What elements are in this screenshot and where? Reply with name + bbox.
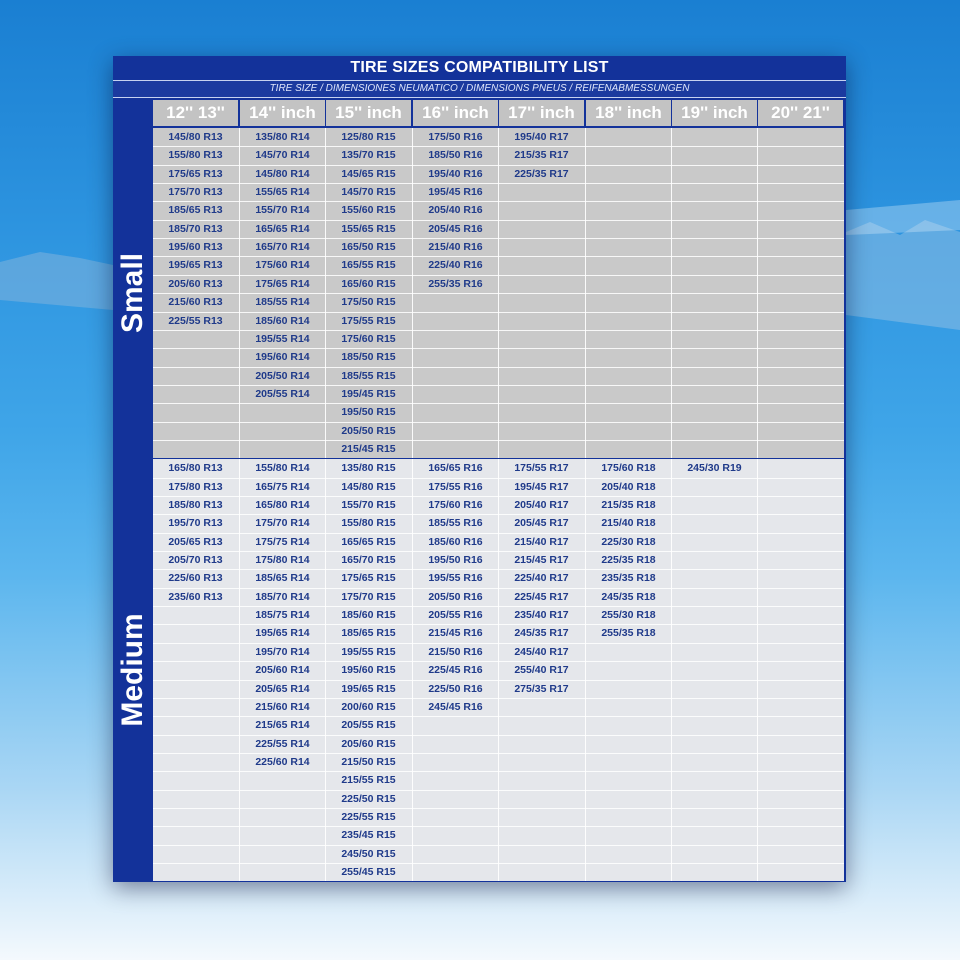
tire-size-cell: 175/60 R15 (341, 332, 396, 345)
tire-size-cell: 215/60 R13 (168, 296, 223, 309)
tire-size-cell: 235/60 R13 (168, 590, 223, 603)
tire-size-cell: 155/80 R15 (341, 517, 396, 530)
tire-size-cell: 215/45 R15 (341, 442, 396, 455)
tire-size-cell: 125/80 R15 (341, 131, 396, 143)
tire-size-cell: 215/60 R14 (255, 700, 310, 713)
tire-size-cell: 275/35 R17 (514, 682, 569, 695)
column-divider (671, 459, 672, 881)
tire-size-cell: 255/40 R17 (514, 664, 569, 677)
tire-size-cell: 225/30 R18 (601, 535, 656, 548)
tire-size-cell: 185/50 R16 (428, 149, 483, 162)
tire-size-cell: 195/60 R15 (341, 664, 396, 677)
tire-size-cell: 155/70 R15 (341, 499, 396, 511)
tire-size-cell: 205/65 R13 (168, 535, 223, 548)
tire-size-cell: 215/45 R16 (428, 627, 483, 640)
tire-size-cell: 215/45 R17 (514, 554, 569, 567)
tire-size-cell: 165/65 R16 (428, 462, 483, 475)
tire-size-cell: 195/55 R14 (255, 332, 310, 345)
tire-size-cell: 215/40 R16 (428, 241, 483, 254)
tire-size-cell: 195/40 R17 (514, 131, 569, 143)
section-label-text: Medium (116, 613, 149, 727)
tire-size-cell: 205/65 R14 (255, 682, 310, 695)
tire-size-cell: 145/65 R15 (341, 167, 396, 180)
column-header: 18'' inch (586, 100, 671, 126)
tire-size-cell: 205/40 R16 (428, 204, 483, 217)
tire-size-cell: 155/80 R14 (255, 462, 310, 475)
tire-size-cell: 205/50 R15 (341, 424, 396, 437)
tire-size-cell: 145/70 R15 (341, 186, 396, 199)
tire-size-cell: 175/55 R16 (428, 480, 483, 493)
tire-size-cell: 225/55 R14 (255, 737, 310, 750)
tire-size-cell: 245/35 R17 (514, 627, 569, 640)
tire-size-cell: 215/50 R15 (341, 755, 396, 768)
tire-size-cell: 175/60 R16 (428, 499, 483, 511)
tire-size-cell: 185/75 R14 (255, 609, 310, 622)
column-header: 17'' inch (499, 100, 584, 126)
tire-size-cell: 225/50 R16 (428, 682, 483, 695)
tire-size-cell: 195/50 R15 (341, 406, 396, 419)
section-label (113, 459, 153, 881)
column-divider (585, 128, 586, 458)
tire-size-cell: 175/70 R14 (255, 517, 310, 530)
tire-size-cell: 195/40 R16 (428, 167, 483, 180)
section-label-text: Small (116, 253, 149, 334)
tire-size-cell: 205/40 R17 (514, 499, 569, 511)
tire-size-cell: 195/60 R13 (168, 241, 223, 254)
tire-size-cell: 215/50 R16 (428, 645, 483, 658)
tire-size-cell: 245/40 R17 (514, 645, 569, 658)
tire-size-cell: 185/65 R15 (341, 627, 396, 640)
column-header: 16'' inch (413, 100, 498, 126)
tire-size-cell: 195/45 R17 (514, 480, 569, 493)
tire-size-cell: 205/45 R17 (514, 517, 569, 530)
tire-size-cell: 205/50 R16 (428, 590, 483, 603)
tire-size-cell: 195/60 R14 (255, 351, 310, 364)
tire-size-cell: 225/50 R15 (341, 792, 396, 805)
tire-size-cell: 195/50 R16 (428, 554, 483, 567)
tire-size-cell: 185/60 R14 (255, 314, 310, 327)
column-divider (671, 128, 672, 458)
tire-size-cell: 145/80 R13 (168, 131, 223, 143)
tire-size-cell: 205/60 R13 (168, 277, 223, 290)
tire-size-cell: 185/70 R14 (255, 590, 310, 603)
tire-size-cell: 195/70 R13 (168, 517, 223, 530)
tire-size-cell: 225/40 R17 (514, 572, 569, 585)
column-header: 14'' inch (240, 100, 325, 126)
compatibility-table (113, 56, 846, 882)
tire-size-cell: 195/65 R13 (168, 259, 223, 272)
tire-size-cell: 165/80 R13 (168, 462, 223, 475)
tire-size-cell: 200/60 R15 (341, 700, 396, 713)
tire-size-cell: 145/70 R14 (255, 149, 310, 162)
tire-size-cell: 195/55 R16 (428, 572, 483, 585)
tire-size-cell: 215/65 R14 (255, 719, 310, 732)
tire-size-cell: 215/40 R17 (514, 535, 569, 548)
tire-size-cell: 205/40 R18 (601, 480, 656, 493)
tire-size-cell: 165/55 R15 (341, 259, 396, 272)
tire-size-cell: 205/55 R16 (428, 609, 483, 622)
tire-size-cell: 175/55 R15 (341, 314, 396, 327)
tire-size-cell: 175/50 R16 (428, 131, 483, 143)
column-divider (757, 459, 758, 881)
tire-size-cell: 145/80 R14 (255, 167, 310, 180)
tire-size-cell: 175/75 R14 (255, 535, 310, 548)
tire-size-cell: 185/60 R16 (428, 535, 483, 548)
tire-size-cell: 135/80 R14 (255, 131, 310, 143)
tire-size-cell: 185/80 R13 (168, 499, 223, 511)
tire-size-cell: 175/50 R15 (341, 296, 396, 309)
tire-size-cell: 205/60 R14 (255, 664, 310, 677)
tire-size-cell: 175/80 R13 (168, 480, 223, 493)
tire-size-cell: 175/65 R13 (168, 167, 223, 180)
tire-size-cell: 205/45 R16 (428, 222, 483, 235)
tire-size-cell: 255/35 R16 (428, 277, 483, 290)
table-subtitle: TIRE SIZE / DIMENSIONES NEUMATICO / DIMENSIONS PNEUS / REIFENABMESSUNGEN (113, 80, 846, 98)
tire-size-cell: 155/65 R15 (341, 222, 396, 235)
tire-size-cell: 205/55 R15 (341, 719, 396, 732)
tire-size-cell: 175/65 R14 (255, 277, 310, 290)
tire-size-cell: 195/45 R15 (341, 387, 396, 400)
tire-size-cell: 215/55 R15 (341, 774, 396, 787)
header-blank (113, 100, 152, 126)
tire-size-cell: 195/55 R15 (341, 645, 396, 658)
tire-size-cell: 225/60 R13 (168, 572, 223, 585)
tire-size-cell: 185/60 R15 (341, 609, 396, 622)
tire-size-cell: 225/40 R16 (428, 259, 483, 272)
table-title: TIRE SIZES COMPATIBILITY LIST (350, 59, 609, 76)
tire-size-cell: 165/70 R15 (341, 554, 396, 567)
tire-size-cell: 165/60 R15 (341, 277, 396, 290)
tire-size-cell: 225/55 R15 (341, 810, 396, 823)
tire-size-cell: 225/45 R16 (428, 664, 483, 677)
tire-size-cell: 205/70 R13 (168, 554, 223, 567)
tire-size-cell: 215/35 R18 (601, 499, 656, 511)
tire-size-cell: 205/60 R15 (341, 737, 396, 750)
tire-size-cell: 195/65 R14 (255, 627, 310, 640)
tire-size-cell: 185/65 R14 (255, 572, 310, 585)
column-header: 19'' inch (672, 100, 757, 126)
section-label (113, 128, 153, 458)
column-header: 20'' 21'' (758, 100, 843, 126)
tire-size-cell: 145/80 R15 (341, 480, 396, 493)
tire-size-cell: 175/55 R17 (514, 462, 569, 475)
tire-size-cell: 215/35 R17 (514, 149, 569, 162)
tire-size-cell: 195/65 R15 (341, 682, 396, 695)
tire-size-cell: 245/35 R18 (601, 590, 656, 603)
column-header: 15'' inch (326, 100, 411, 126)
tire-size-cell: 155/70 R14 (255, 204, 310, 217)
tire-size-cell: 135/80 R15 (341, 462, 396, 475)
tire-size-cell: 165/65 R15 (341, 535, 396, 548)
tire-size-cell: 245/30 R19 (687, 462, 742, 475)
tire-size-cell: 205/55 R14 (255, 387, 310, 400)
column-header: 12'' 13'' (153, 100, 238, 126)
tire-size-cell: 165/70 R14 (255, 241, 310, 254)
tire-size-cell: 175/70 R15 (341, 590, 396, 603)
tire-size-cell: 235/45 R15 (341, 829, 396, 842)
tire-size-cell: 165/65 R14 (255, 222, 310, 235)
tire-size-cell: 185/55 R15 (341, 369, 396, 382)
tire-size-cell: 255/35 R18 (601, 627, 656, 640)
tire-size-cell: 185/65 R13 (168, 204, 223, 217)
tire-size-cell: 155/80 R13 (168, 149, 223, 162)
tire-size-cell: 135/70 R15 (341, 149, 396, 162)
tire-size-cell: 225/35 R17 (514, 167, 569, 180)
tire-size-cell: 205/50 R14 (255, 369, 310, 382)
tire-size-cell: 225/55 R13 (168, 314, 223, 327)
tire-size-cell: 195/70 R14 (255, 645, 310, 658)
tire-size-cell: 225/60 R14 (255, 755, 310, 768)
tire-size-cell: 175/80 R14 (255, 554, 310, 567)
tire-size-cell: 195/45 R16 (428, 186, 483, 199)
tire-size-cell: 185/50 R15 (341, 351, 396, 364)
tire-size-cell: 175/60 R18 (601, 462, 656, 475)
tire-size-cell: 255/45 R15 (341, 866, 396, 878)
tire-size-cell: 165/80 R14 (255, 499, 310, 511)
tire-size-cell: 255/30 R18 (601, 609, 656, 622)
tire-size-cell: 185/70 R13 (168, 222, 223, 235)
tire-size-cell: 155/60 R15 (341, 204, 396, 217)
tire-size-cell: 175/60 R14 (255, 259, 310, 272)
tire-size-cell: 185/55 R14 (255, 296, 310, 309)
tire-size-cell: 235/35 R18 (601, 572, 656, 585)
tire-size-cell: 165/50 R15 (341, 241, 396, 254)
column-divider (757, 128, 758, 458)
tire-size-cell: 245/50 R15 (341, 847, 396, 860)
tire-size-cell: 225/45 R17 (514, 590, 569, 603)
tire-size-cell: 155/65 R14 (255, 186, 310, 199)
tire-size-cell: 185/55 R16 (428, 517, 483, 530)
tire-size-cell: 165/75 R14 (255, 480, 310, 493)
tire-size-cell: 215/40 R18 (601, 517, 656, 530)
tire-size-cell: 175/70 R13 (168, 186, 223, 199)
tire-size-cell: 245/45 R16 (428, 700, 483, 713)
tire-size-cell: 175/65 R15 (341, 572, 396, 585)
tire-size-cell: 225/35 R18 (601, 554, 656, 567)
tire-size-cell: 235/40 R17 (514, 609, 569, 622)
